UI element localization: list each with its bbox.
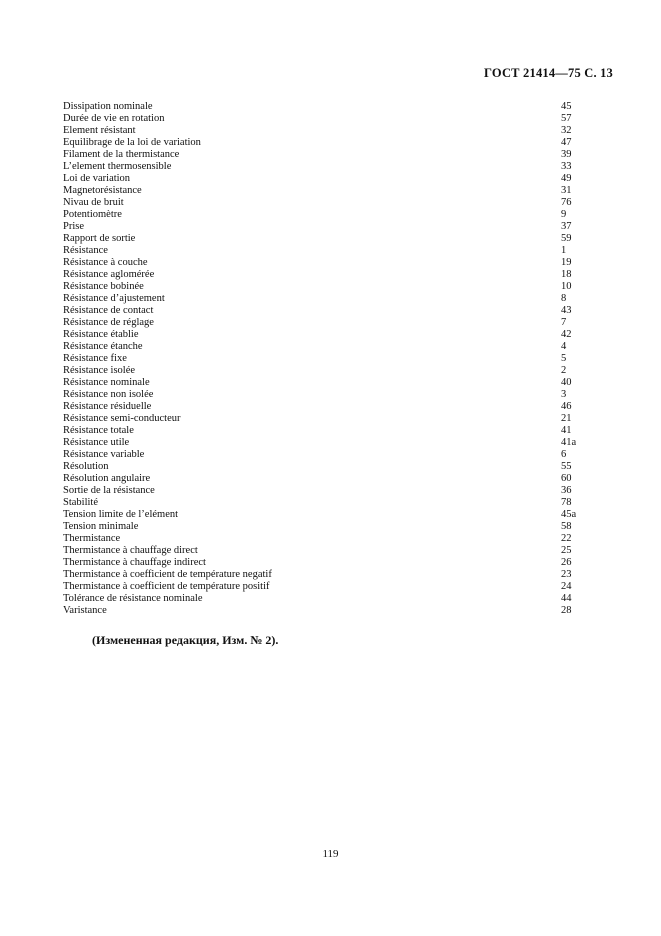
- index-page-number: 60: [561, 473, 572, 484]
- index-page-number: 47: [561, 137, 572, 148]
- index-row: [63, 533, 577, 545]
- index-row: [63, 281, 577, 293]
- index-row: [63, 437, 577, 449]
- index-page-number: 1: [561, 245, 567, 256]
- index-term: Résistance résiduelle: [63, 401, 152, 412]
- index-row: [63, 161, 577, 173]
- index-term: Résistance non isolée: [63, 389, 154, 400]
- index-page-number: 26: [561, 557, 572, 568]
- index-page-number: 21: [561, 413, 572, 424]
- index-page-number: 7: [561, 317, 567, 328]
- index-page-number: 46: [561, 401, 572, 412]
- index-row: [63, 305, 577, 317]
- index-term: Element résistant: [63, 125, 136, 136]
- index-row: [63, 485, 577, 497]
- index-term: Résistance étanche: [63, 341, 143, 352]
- index-page-number: 45: [561, 101, 572, 112]
- index-page-number: 32: [561, 125, 572, 136]
- index-term: Résistance variable: [63, 449, 145, 460]
- index-row: [63, 269, 577, 281]
- index-row: [63, 557, 577, 569]
- index-term: Sortie de la résistance: [63, 485, 155, 496]
- index-page-number: 10: [561, 281, 572, 292]
- index-term: Stabilité: [63, 497, 98, 508]
- index-term: Thermistance à coefficient de température negatif: [63, 569, 272, 580]
- index-row: [63, 341, 577, 353]
- index-term: Equilibrage de la loi de variation: [63, 137, 201, 148]
- index-term: Résistance de réglage: [63, 317, 154, 328]
- index-row: [63, 545, 577, 557]
- index-page-number: 24: [561, 581, 572, 592]
- index-page-number: 5: [561, 353, 567, 364]
- index-row: [63, 329, 577, 341]
- index-row: [63, 569, 577, 581]
- index-term: Potentiomètre: [63, 209, 122, 220]
- index-term: Résistance isolée: [63, 365, 136, 376]
- index-term: Tolérance de résistance nominale: [63, 593, 203, 604]
- index-term: Résistance fixe: [63, 353, 127, 364]
- index-term: Résistance: [63, 245, 108, 256]
- index-page-number: 28: [561, 605, 572, 616]
- index-row: [63, 257, 577, 269]
- index-row: [63, 353, 577, 365]
- index-page-number: 9: [561, 209, 567, 220]
- index-term: Résistance d’ajustement: [63, 293, 165, 304]
- index-row: [63, 149, 577, 161]
- index-page-number: 43: [561, 305, 572, 316]
- index-term: Tension minimale: [63, 521, 139, 532]
- index-row: [63, 101, 577, 113]
- index-row: [63, 497, 577, 509]
- index-page-number: 49: [561, 173, 572, 184]
- index-row: [63, 593, 577, 605]
- index-page-number: 78: [561, 497, 572, 508]
- index-page-number: 57: [561, 113, 572, 124]
- index-row: [63, 425, 577, 437]
- index-term: Résolution: [63, 461, 109, 472]
- index-term: Durée de vie en rotation: [63, 113, 165, 124]
- index-row: [63, 245, 577, 257]
- index-term: Thermistance à chauffage indirect: [63, 557, 206, 568]
- index-term: Tension limite de l’elément: [63, 509, 179, 520]
- index-term: Résistance à couche: [63, 257, 148, 268]
- index-page-number: 2: [561, 365, 567, 376]
- index-page-number: 58: [561, 521, 572, 532]
- index-row: [63, 413, 577, 425]
- index-row: [63, 233, 577, 245]
- index-row: [63, 473, 577, 485]
- term-index-list: [63, 101, 577, 617]
- index-page-number: 59: [561, 233, 572, 244]
- index-row: [63, 389, 577, 401]
- index-row: [63, 461, 577, 473]
- index-term: Résistance établie: [63, 329, 139, 340]
- index-row: [63, 401, 577, 413]
- index-page-number: 44: [561, 593, 572, 604]
- index-row: [63, 365, 577, 377]
- index-row: [63, 209, 577, 221]
- amendment-note: (Измененная редакция, Изм. № 2).: [92, 633, 279, 647]
- index-page-number: 22: [561, 533, 572, 544]
- index-page-number: 33: [561, 161, 572, 172]
- index-page-number: 36: [561, 485, 572, 496]
- index-page-number: 42: [561, 329, 572, 340]
- index-page-number: 37: [561, 221, 572, 232]
- index-row: [63, 449, 577, 461]
- index-term: Prise: [63, 221, 84, 232]
- index-term: Filament de la thermistance: [63, 149, 180, 160]
- index-row: [63, 173, 577, 185]
- index-row: [63, 377, 577, 389]
- index-row: [63, 197, 577, 209]
- index-row: [63, 317, 577, 329]
- index-row: [63, 521, 577, 533]
- index-row: [63, 293, 577, 305]
- index-term: Résistance totale: [63, 425, 134, 436]
- index-term: Résolution angulaire: [63, 473, 151, 484]
- index-page-number: 40: [561, 377, 572, 388]
- index-term: Résistance utile: [63, 437, 130, 448]
- index-page-number: 41: [561, 425, 572, 436]
- index-term: Résistance nominale: [63, 377, 150, 388]
- index-page-number: 76: [561, 197, 572, 208]
- index-row: [63, 137, 577, 149]
- index-page-number: 4: [561, 341, 567, 352]
- index-term: Rapport de sortie: [63, 233, 136, 244]
- index-page-number: 19: [561, 257, 572, 268]
- index-page-number: 39: [561, 149, 572, 160]
- index-row: [63, 605, 577, 617]
- index-row: [63, 125, 577, 137]
- index-row: [63, 185, 577, 197]
- index-page-number: 6: [561, 449, 567, 460]
- index-page-number: 23: [561, 569, 572, 580]
- index-page-number: 55: [561, 461, 572, 472]
- index-row: [63, 509, 577, 521]
- index-term: Thermistance à chauffage direct: [63, 545, 198, 556]
- index-term: Résistance agloméréе: [63, 269, 155, 280]
- index-term: Thermistance: [63, 533, 121, 544]
- index-page-number: 3: [561, 389, 567, 400]
- index-row: [63, 581, 577, 593]
- index-term: Loi de variation: [63, 173, 131, 184]
- page-header: ГОСТ 21414—75 С. 13: [484, 66, 613, 80]
- index-term: Thermistance à coefficient de température positif: [63, 581, 270, 592]
- index-page-number: 45a: [561, 509, 577, 520]
- index-row: [63, 113, 577, 125]
- index-term: L’element thermosensible: [63, 161, 172, 172]
- index-term: Dissipation nominale: [63, 101, 153, 112]
- index-row: [63, 221, 577, 233]
- index-page-number: 31: [561, 185, 572, 196]
- index-page-number: 8: [561, 293, 567, 304]
- index-page-number: 18: [561, 269, 572, 280]
- index-term: Varistance: [63, 605, 107, 616]
- index-term: Résistance bobinée: [63, 281, 144, 292]
- index-page-number: 25: [561, 545, 572, 556]
- index-page-number: 41a: [561, 437, 577, 448]
- page-number: 119: [322, 848, 339, 860]
- index-term: Nivau de bruit: [63, 197, 124, 208]
- index-term: Résistance semi-conducteur: [63, 413, 181, 424]
- index-term: Résistance de contact: [63, 305, 154, 316]
- index-term: Magnetorésistance: [63, 185, 142, 196]
